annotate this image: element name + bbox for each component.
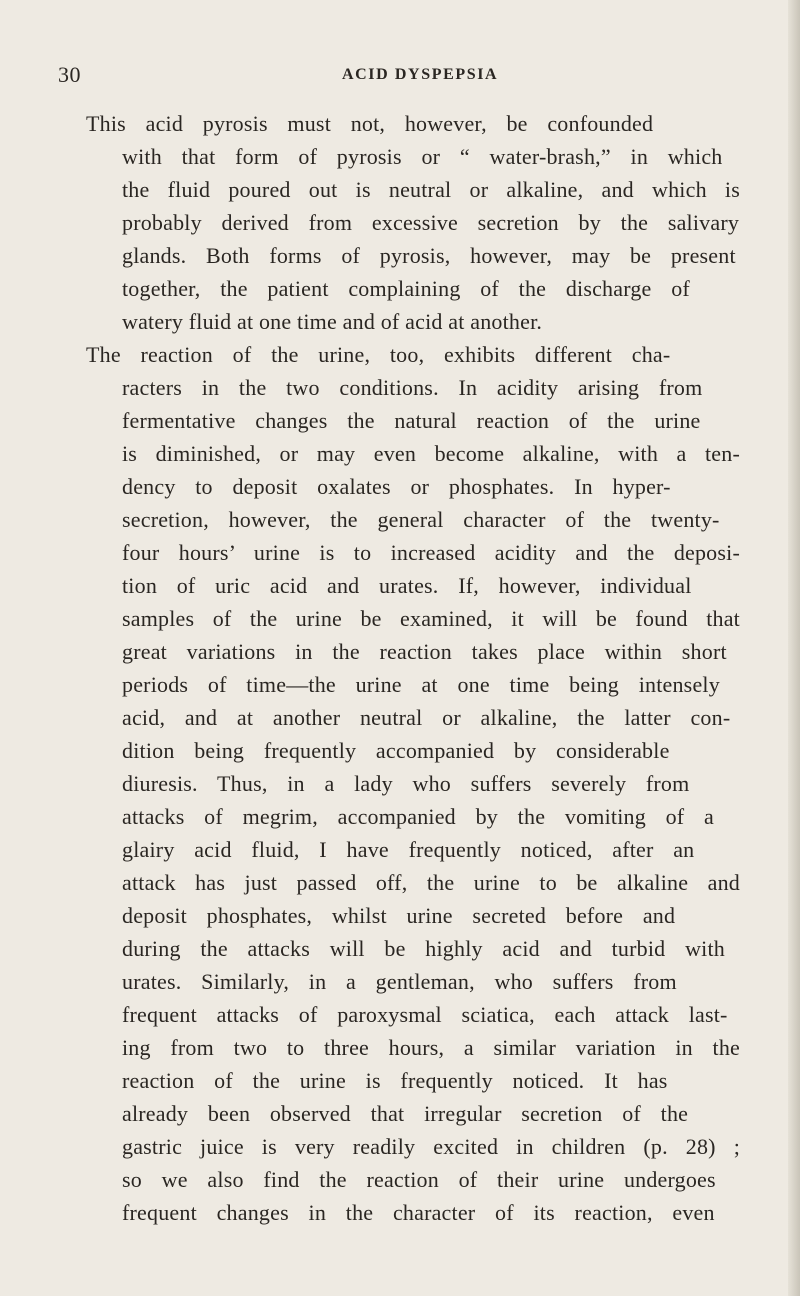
- text-line: together, the patient complaining of the discharge of: [122, 276, 690, 301]
- text-line: probably derived from excessive secretion by the salivary: [122, 210, 740, 235]
- text-line: deposit phosphates, whilst urine secreted before and: [122, 903, 676, 928]
- text-line: great variations in the reaction takes place within short: [122, 639, 727, 664]
- text-line: four hours’ urine is to increased acidity and the deposi-: [122, 540, 740, 565]
- text-line: dition being frequently accompanied by considerable: [122, 738, 670, 763]
- text-line: dency to deposit oxalates or phosphates. In hyper-: [122, 474, 671, 499]
- text-line: diuresis. Thus, in a lady who suffers severely from: [122, 771, 690, 796]
- text-line: the fluid poured out is neutral or alkaline, and which is: [122, 177, 740, 202]
- text-line: attack has just passed off, the urine to be alkaline and: [122, 870, 740, 895]
- text-line: attacks of megrim, accompanied by the vomiting of a: [122, 804, 714, 829]
- text-line: so we also find the reaction of their urine undergoes: [122, 1167, 716, 1192]
- text-line: urates. Similarly, in a gentleman, who suffers from: [122, 969, 677, 994]
- body-text: [86, 107, 740, 1229]
- text-line: reaction of the urine is frequently noticed. It has: [122, 1068, 668, 1093]
- text-line: frequent attacks of paroxysmal sciatica, each attack last-: [122, 1002, 728, 1027]
- text-line: The reaction of the urine, too, exhibits different cha-: [86, 342, 671, 367]
- running-title: ACID DYSPEPSIA: [342, 66, 499, 83]
- text-line: during the attacks will be highly acid and turbid with: [122, 936, 725, 961]
- text-line: glairy acid fluid, I have frequently noticed, after an: [122, 837, 695, 862]
- text-line: secretion, however, the general character of the twenty-: [122, 507, 720, 532]
- text-line: ing from two to three hours, a similar variation in the: [122, 1035, 740, 1060]
- page-edge-shadow: [788, 0, 800, 1296]
- text-line: gastric juice is very readily excited in children (p. 28) ;: [122, 1134, 740, 1159]
- running-head: [58, 62, 748, 92]
- text-line: with that form of pyrosis or “ water-brash,” in which: [122, 144, 723, 169]
- text-line: is diminished, or may even become alkaline, with a ten-: [122, 441, 740, 466]
- text-line: tion of uric acid and urates. If, however, individual: [122, 573, 692, 598]
- text-line: acid, and at another neutral or alkaline, the latter con-: [122, 705, 731, 730]
- text-line: periods of time—the urine at one time being intensely: [122, 672, 720, 697]
- text-line: samples of the urine be examined, it will be found that: [122, 606, 740, 631]
- text-line: This acid pyrosis must not, however, be confounded: [86, 111, 654, 136]
- text-line: watery fluid at one time and of acid at another.: [122, 309, 543, 334]
- page-number: 30: [58, 62, 81, 87]
- text-line: glands. Both forms of pyrosis, however, may be present: [122, 243, 736, 268]
- text-line: already been observed that irregular secretion of the: [122, 1101, 689, 1126]
- text-line: frequent changes in the character of its reaction, even: [122, 1200, 715, 1225]
- text-line: fermentative changes the natural reaction of the urine: [122, 408, 701, 433]
- text-line: racters in the two conditions. In acidity arising from: [122, 375, 703, 400]
